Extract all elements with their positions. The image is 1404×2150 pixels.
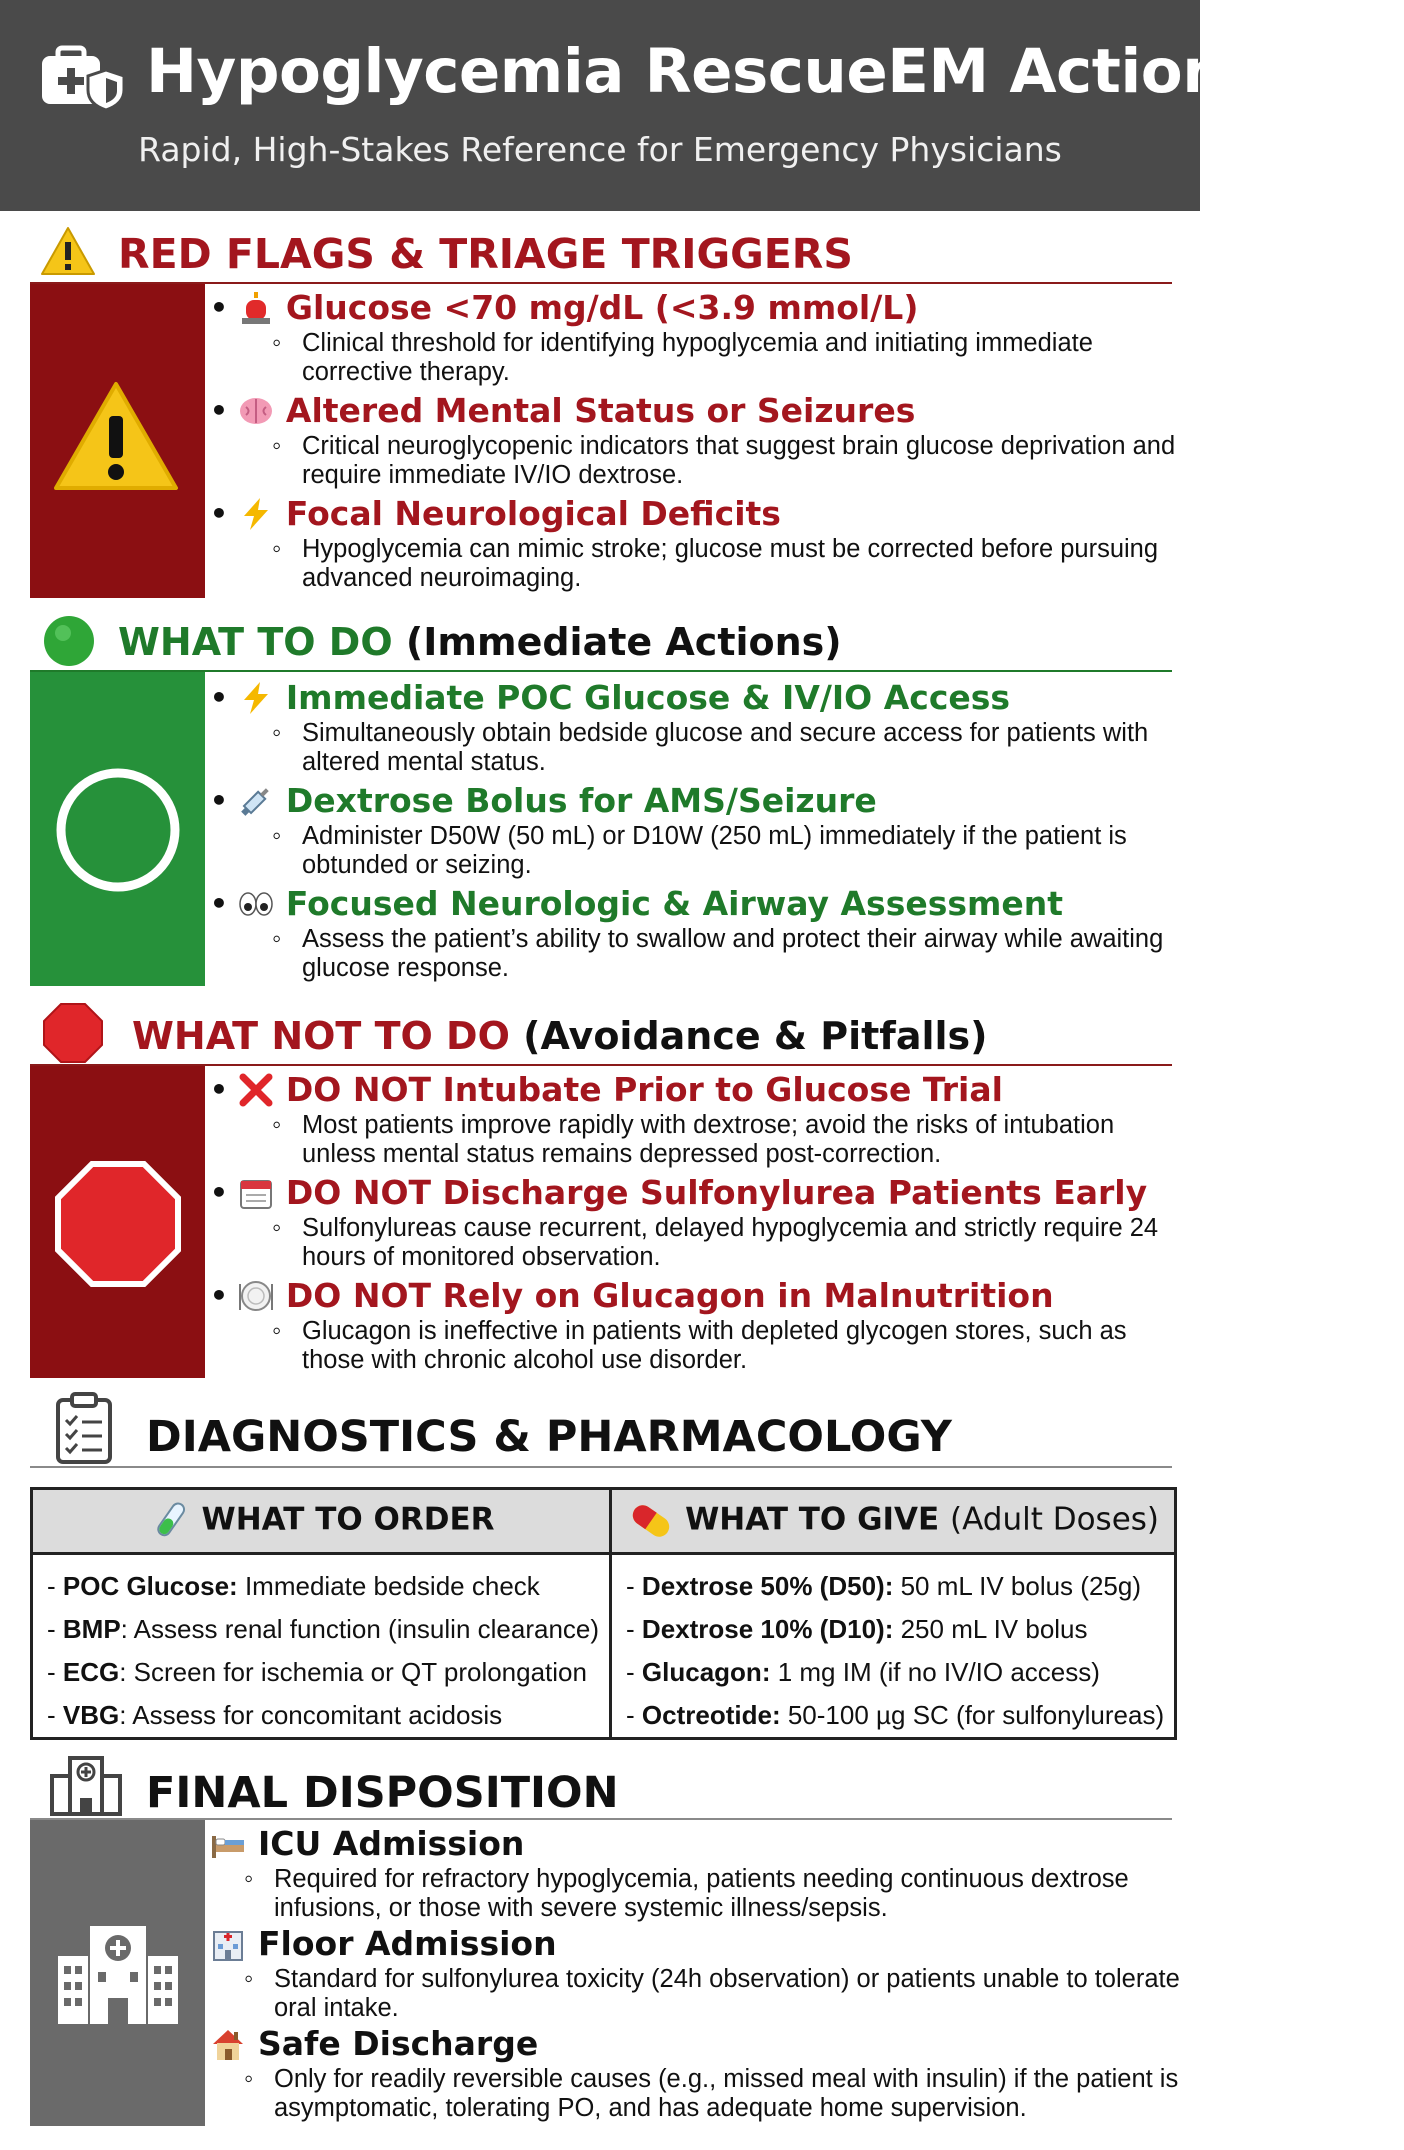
hospital-icon — [54, 1920, 182, 2028]
order-text: : Assess renal function (insulin clearance) — [120, 1614, 600, 1644]
order-label: VBG — [62, 1700, 120, 1730]
disposition-desc: ◦ Standard for sulfonylurea toxicity (24h observation) or patients unable to tolerate oral intake. — [274, 1965, 1185, 2023]
disposition-title-text: ICU Admission — [258, 1824, 525, 1863]
calendar-icon — [238, 1175, 274, 1211]
red-flag-item: • Glucose <70 mg/dL (<3.9 mmol/L) ◦ Clinical threshold for identifying hypoglycemia and initiating immediate corrective therapy. — [210, 288, 1185, 387]
disposition-item — [210, 1824, 1185, 1923]
pitfall-item: • DO NOT Rely on Glucagon in Malnutrition ◦ Glucagon is ineffective in patients with depleted glycogen stores, such as those with chronic alcohol use disorder. — [210, 1276, 1185, 1375]
red-flag-title: Altered Mental Status or Seizures — [285, 391, 916, 430]
give-text: 50 mL IV bolus (25g) — [900, 1571, 1141, 1601]
circle-icon — [54, 766, 182, 894]
order-text: : Screen for ischemia or QT prolongation — [119, 1657, 587, 1687]
hospital-icon — [48, 1754, 124, 1816]
red-flag-item: • Focal Neurological Deficits ◦ Hypoglycemia can mimic stroke; glucose must be corrected before pursuing advanced neuroimaging. — [210, 494, 1185, 593]
disposition-desc: ◦ Required for refractory hypoglycemia, patients needing continuous dextrose infusions, or those with severe systemic illness/sepsis. — [274, 1865, 1185, 1923]
order-row: - ECG: Screen for ischemia or QT prolongation — [47, 1657, 587, 1687]
what-to-do-title-wrap — [118, 620, 842, 664]
what-not-to-do-side-panel — [30, 1066, 205, 1378]
pitfall-title: DO NOT Intubate Prior to Glucose Trial — [285, 1070, 1003, 1109]
action-title: Dextrose Bolus for AMS/Seizure — [285, 781, 877, 820]
page-title: Hypoglycemia RescueEM Action Card — [146, 36, 1404, 107]
disposition-desc: ◦ Only for readily reversible causes (e.g., missed meal with insulin) if the patient is asymptomatic, tolerating PO, and has adequate home supervision. — [274, 2065, 1185, 2123]
disposition-title-text: Safe Discharge — [258, 2024, 539, 2063]
warning-icon — [52, 380, 180, 494]
disposition-side-panel — [30, 1820, 205, 2126]
disposition-title-text: Floor Admission — [258, 1924, 557, 1963]
order-row: - BMP: Assess renal function (insulin clearance) — [47, 1614, 600, 1644]
give-column-header — [611, 1489, 1176, 1554]
diagnostics-heading — [30, 1392, 1172, 1468]
red-flag-desc: ◦ Critical neuroglycopenic indicators that suggest brain glucose deprivation and require immediate IV/IO dextrose. — [302, 432, 1185, 490]
what-not-to-do-subtitle: (Avoidance & Pitfalls) — [523, 1014, 988, 1058]
order-text: Immediate bedside check — [244, 1571, 540, 1601]
give-text: 1 mg IM (if no IV/IO access) — [777, 1657, 1100, 1687]
action-item: • Immediate POC Glucose & IV/IO Access ◦ Simultaneously obtain bedside glucose and secure access for patients with altered mental status. — [210, 678, 1185, 777]
what-not-to-do-title-wrap — [132, 1014, 988, 1058]
pitfall-desc: ◦ Glucagon is ineffective in patients with depleted glycogen stores, such as those with chronic alcohol use disorder. — [302, 1317, 1185, 1375]
brain-icon — [238, 393, 274, 429]
warning-icon — [40, 226, 96, 276]
what-to-do-heading — [30, 610, 1172, 672]
action-item: • Dextrose Bolus for AMS/Seizure ◦ Administer D50W (50 mL) or D10W (250 mL) immediately if the patient is obtunded or seizing. — [210, 781, 1185, 880]
page-subtitle: Rapid, High-Stakes Reference for Emergency Physicians — [138, 130, 1062, 169]
stop-sign-icon — [54, 1160, 182, 1288]
pitfall-desc: ◦ Sulfonylureas cause recurrent, delayed hypoglycemia and strictly require 24 hours of monitored observation. — [302, 1214, 1185, 1272]
diagnostics-table — [30, 1487, 1177, 1740]
action-desc: ◦ Administer D50W (50 mL) or D10W (250 mL) immediately if the patient is obtunded or seizing. — [302, 822, 1185, 880]
diagnostics-title: DIAGNOSTICS & PHARMACOLOGY — [146, 1412, 952, 1462]
order-row: - VBG: Assess for concomitant acidosis — [47, 1700, 503, 1730]
syringe-icon — [238, 783, 274, 819]
give-row: - Glucagon: 1 mg IM (if no IV/IO access) — [626, 1657, 1100, 1687]
pitfall-desc: ◦ Most patients improve rapidly with dextrose; avoid the risks of intubation unless mental status remains depressed post-correction. — [302, 1111, 1185, 1169]
action-title: Immediate POC Glucose & IV/IO Access — [285, 678, 1011, 717]
pitfall-title: DO NOT Rely on Glucagon in Malnutrition — [285, 1276, 1054, 1315]
give-row: - Octreotide: 50-100 µg SC (for sulfonylureas) — [626, 1700, 1165, 1730]
order-column-header — [32, 1489, 611, 1554]
clipboard-icon — [54, 1392, 114, 1464]
red-flag-title: Glucose <70 mg/dL (<3.9 mmol/L) — [285, 288, 919, 327]
give-row: - Dextrose 50% (D50): 50 mL IV bolus (25g) — [626, 1571, 1141, 1601]
what-not-to-do-heading — [30, 1000, 1172, 1066]
red-flag-desc: ◦ Clinical threshold for identifying hypoglycemia and initiating immediate corrective therapy. — [302, 329, 1185, 387]
red-flags-title: RED FLAGS & TRIAGE TRIGGERS — [118, 230, 853, 278]
red-flags-side-panel — [30, 284, 205, 598]
header-banner — [0, 0, 1404, 211]
pitfall-title: DO NOT Discharge Sulfonylurea Patients Early — [285, 1173, 1148, 1212]
action-desc: ◦ Assess the patient’s ability to swallow and protect their airway while awaiting glucose response. — [302, 925, 1185, 983]
give-label: Dextrose 10% (D10): — [641, 1614, 894, 1644]
give-header-sub: (Adult Doses) — [950, 1501, 1160, 1538]
action-desc: ◦ Simultaneously obtain bedside glucose and secure access for patients with altered mental status. — [302, 719, 1185, 777]
order-text: : Assess for concomitant acidosis — [119, 1700, 503, 1730]
disposition-heading — [30, 1752, 1172, 1820]
pill-icon — [627, 1499, 675, 1543]
test-tube-icon — [148, 1499, 192, 1543]
what-to-do-title: WHAT TO DO — [118, 620, 393, 664]
red-flag-title: Focal Neurological Deficits — [285, 494, 781, 533]
what-to-do-side-panel — [30, 672, 205, 986]
give-text: 50-100 µg SC (for sulfonylureas) — [787, 1700, 1165, 1730]
disposition-title: FINAL DISPOSITION — [146, 1768, 619, 1818]
pitfall-item: • DO NOT Discharge Sulfonylurea Patients Early ◦ Sulfonylureas cause recurrent, delayed hypoglycemia and strictly require 24 hours of monitored observation. — [210, 1173, 1185, 1272]
order-header-label: WHAT TO ORDER — [201, 1501, 495, 1538]
cross-mark-icon — [238, 1072, 274, 1108]
give-label: Glucagon: — [641, 1657, 771, 1687]
red-flag-desc: ◦ Hypoglycemia can mimic stroke; glucose must be corrected before pursuing advanced neuroimaging. — [302, 535, 1185, 593]
give-row: - Dextrose 10% (D10): 250 mL IV bolus — [626, 1614, 1088, 1644]
red-flag-item: • Altered Mental Status or Seizures ◦ Critical neuroglycopenic indicators that suggest brain glucose deprivation and require immediate IV/IO dextrose. — [210, 391, 1185, 490]
disposition-item — [210, 2024, 1185, 2123]
lightning-icon — [238, 680, 274, 716]
plate-icon — [238, 1278, 274, 1314]
pitfall-item: • DO NOT Intubate Prior to Glucose Trial ◦ Most patients improve rapidly with dextrose; avoid the risks of intubation unless mental status remains depressed post-correction. — [210, 1070, 1185, 1169]
eyes-icon — [238, 886, 274, 922]
red-flags-heading — [30, 222, 1172, 284]
order-row: - POC Glucose: Immediate bedside check — [47, 1571, 540, 1601]
give-list — [611, 1554, 1176, 1739]
give-label: Dextrose 50% (D50): — [641, 1571, 894, 1601]
give-label: Octreotide: — [641, 1700, 781, 1730]
green-circle-icon — [42, 614, 96, 668]
medical-kit-shield-icon — [38, 42, 130, 112]
house-icon — [210, 2026, 246, 2062]
give-header-label: WHAT TO GIVE — [685, 1501, 940, 1538]
disposition-item — [210, 1924, 1185, 2023]
bed-icon — [210, 1826, 246, 1862]
action-title: Focused Neurologic & Airway Assessment — [285, 884, 1064, 923]
what-not-to-do-title: WHAT NOT TO DO — [132, 1014, 510, 1058]
give-text: 250 mL IV bolus — [900, 1614, 1088, 1644]
order-label: POC Glucose: — [62, 1571, 238, 1601]
order-list — [32, 1554, 611, 1739]
what-to-do-subtitle: (Immediate Actions) — [405, 620, 842, 664]
order-label: BMP — [62, 1614, 121, 1644]
action-item: • Focused Neurologic & Airway Assessment ◦ Assess the patient’s ability to swallow and protect their airway while awaiting glucose response. — [210, 884, 1185, 983]
hospital-icon — [210, 1926, 246, 1962]
stop-sign-icon — [42, 1002, 104, 1064]
order-label: ECG — [62, 1657, 120, 1687]
lightning-icon — [238, 496, 274, 532]
siren-icon — [238, 290, 274, 326]
